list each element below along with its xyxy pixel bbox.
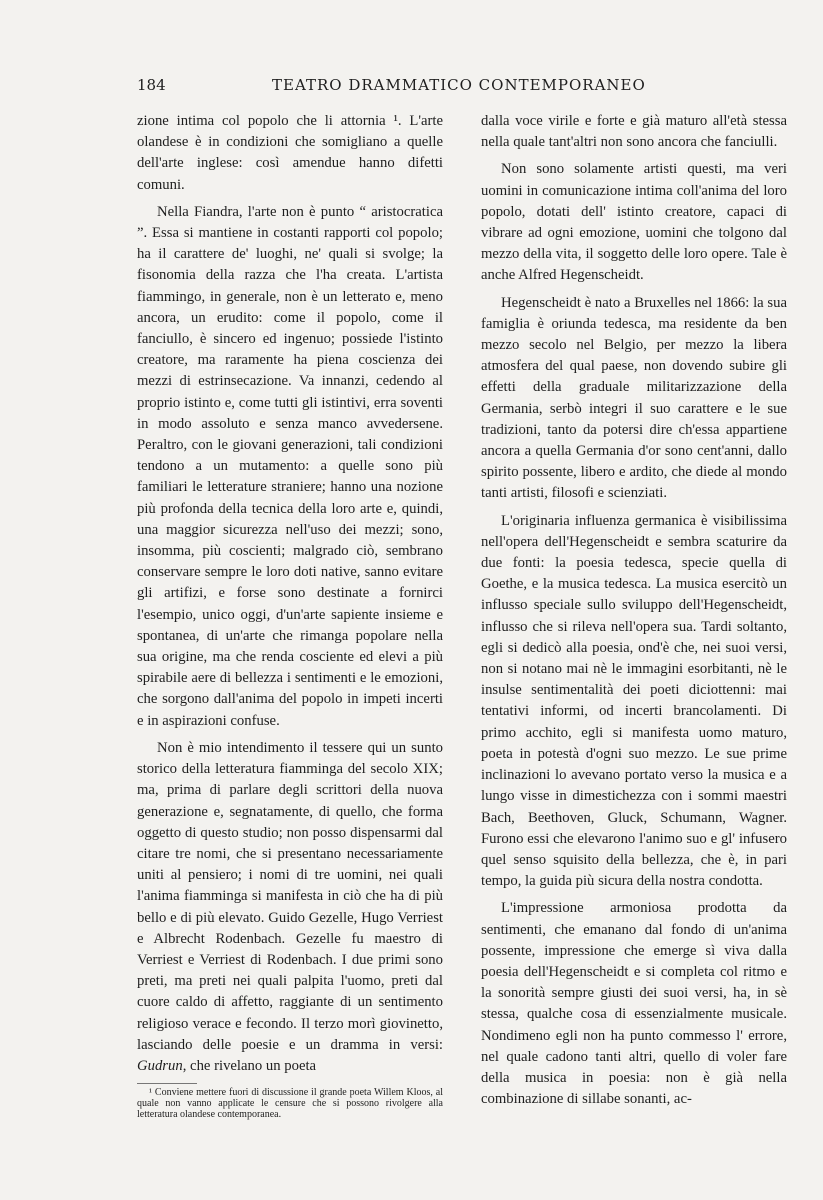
footnote: ¹ Conviene mettere fuori di discussione il grande poeta Willem Kloos, al quale non vanno applicate le censure che si possono rivolgere alla letteratura olandese contemporanea. xyxy=(137,1087,443,1121)
paragraph: zione intima col popolo che li attornia ¹. L'arte olandese è in condizioni che somigliano a quelle dell'arte inglese: così amendue hanno difetti comuni. xyxy=(137,113,443,193)
paragraph xyxy=(137,738,443,1077)
page-number: 184 xyxy=(137,76,166,94)
paragraph-text: Non è mio intendimento il tessere qui un sunto storico della letteratura fiamminga del secolo XIX; ma, prima di parlare degli scrittori della nuova generazione e, segnatamente, di quello, che forma oggetto di questo studio; non posso dispensarmi dal citare tre nomi, che si presentano necessariamente uniti al pensiero; i nomi di tre uomini, nei quali l'anima fiamminga si manifesta in ciò che ha di più bello e di più elevato. Guido Gezelle, Hugo Verriest e Albrecht Rodenbach. Gezelle fu maestro di Verriest e Verriest di Rodenbach. I due primi sono preti, ma preti nei quali palpita l'uomo, preti dal cuore caldo di affetto, raggiante di un sentimento religioso verace e fecondo. Il terzo morì giovinetto, lasciando delle poesie e un dramma in versi: xyxy=(137,739,443,1053)
paragraph: dalla voce virile e forte e già maturo all'età stessa nella quale tant'altri non sono ancora che fanciulli. xyxy=(481,113,787,151)
left-column xyxy=(137,111,443,1126)
paragraph: Hegenscheidt è nato a Bruxelles nel 1866: la sua famiglia è oriunda tedesca, ma residente da ben mezzo secolo nel Belgio, per mezzo la libera atmosfera del qual paese, non dovendo subire gli effetti della graduale militarizzazione della Germania, serbò integri il suo carattere e le sue tradizioni, tanto da potersi dire ch'essa appartiene ancora a quella Germania d'or sono cent'anni, dallo spirito possente, libero e ardito, che diede al mondo tanti artisti, filosofi e scienziati. xyxy=(481,294,787,502)
italic-title: Gudrun xyxy=(137,1057,183,1074)
paragraph: Non sono solamente artisti questi, ma veri uomini in comunicazione intima coll'anima del loro popolo, dotati dell' istinto creatore, capaci di vibrare ad ogni emozione, uomini che tolgono dal mezzo della vita, il soggetto delle loro opere. Tale è anche Alfred Hegenscheidt. xyxy=(481,161,787,284)
paragraph: L'originaria influenza germanica è visibilissima nell'opera dell'Hegenscheidt e sembra scaturire da due fonti: la poesia tedesca, specie quella di Goethe, e la musica tedesca. La musica esercitò un influsso speciale sullo sviluppo dell'Hegenscheidt, influsso che si rileva nell'opera sua. Tardi soltanto, egli si dedicò alla poesia, ond'è che, nei suoi versi, non si notano mai nè le immagini esorbitanti, nè le insulse sentimentalità dei poeti diciottenni: mai tentativi informi, od incerti brancolamenti. Di primo acchito, egli si manifesta uomo maturo, poeta in potestà d'ogni suo mezzo. Le sue prime inclinazioni lo avevano portato verso la musica e a lungo visse in dimestichezza con i sommi maestri Bach, Beethoven, Gluck, Schumann, Wagner. Furono essi che elevarono l'animo suo e gl' infusero quel senso squisito della bellezza, che è, in pari tempo, la guida più sicura della nostra condotta. xyxy=(481,512,787,890)
page-header xyxy=(137,76,659,100)
running-title: TEATRO DRAMMATICO CONTEMPORANEO xyxy=(272,76,646,94)
paragraph: Nella Fiandra, l'arte non è punto “ aristocratica ”. Essa si mantiene in costanti rapporti col popolo; ha il carattere de' luoghi, ne' quali si svolge; la fisonomia della razza che l'ha creata. L'artista fiammingo, in generale, non è un letterato e, meno ancora, un erudito: come il popolo, come il fanciullo, è sincero ed ingenuo; possiede l'istinto creatore, ma raramente ha piena coscienza dei mezzi di estrinsecazione. Va innanzi, cedendo al proprio istinto e, come tutti gli istintivi, erra soventi in modo assoluto e senza manco avvedersene. Peraltro, con le giovani generazioni, tali condizioni tendono a un mutamento: a quelle sono più familiari le letterature straniere; hanno una nozione più profonda della tecnica della loro arte e, quindi, una maggior sicurezza nell'uso dei mezzi; sono, insomma, più coscienti; malgrado ciò, sembrano conservare sempre le loro doti native, sanno evitare gli artifizi, e forse sono destinate a fornirci l'esempio, unico oggi, d'un'arte sapiente insieme e spontanea, di un'arte che rimanga popolare nella sua origine, ma che renda cosciente ed elevi a più spirabile aere di bellezza i sentimenti e le emozioni, che sorgono dall'anima del popolo in impeti incerti e in aspirazioni confuse. xyxy=(137,203,443,729)
paragraph: L'impressione armoniosa prodotta da sentimenti, che emanano dal fondo di un'anima possente, impressione che emerge sì viva dalla poesia dell'Hegenscheidt e si completa col ritmo e la sonorità sempre giusti dei suoi versi, ha, in sè stessa, qualche cosa di essenzialmente musicale. Nondimeno egli non ha punto commesso l' errore, nel quale cadono tanti altri, quello di voler fare della musica in poesia: non è già nella combinazione di sillabe sonanti, ac- xyxy=(481,900,787,1108)
right-column xyxy=(481,111,787,1116)
paragraph-text: , che rivelano un poeta xyxy=(182,1057,317,1074)
footnote-rule xyxy=(137,1083,197,1084)
